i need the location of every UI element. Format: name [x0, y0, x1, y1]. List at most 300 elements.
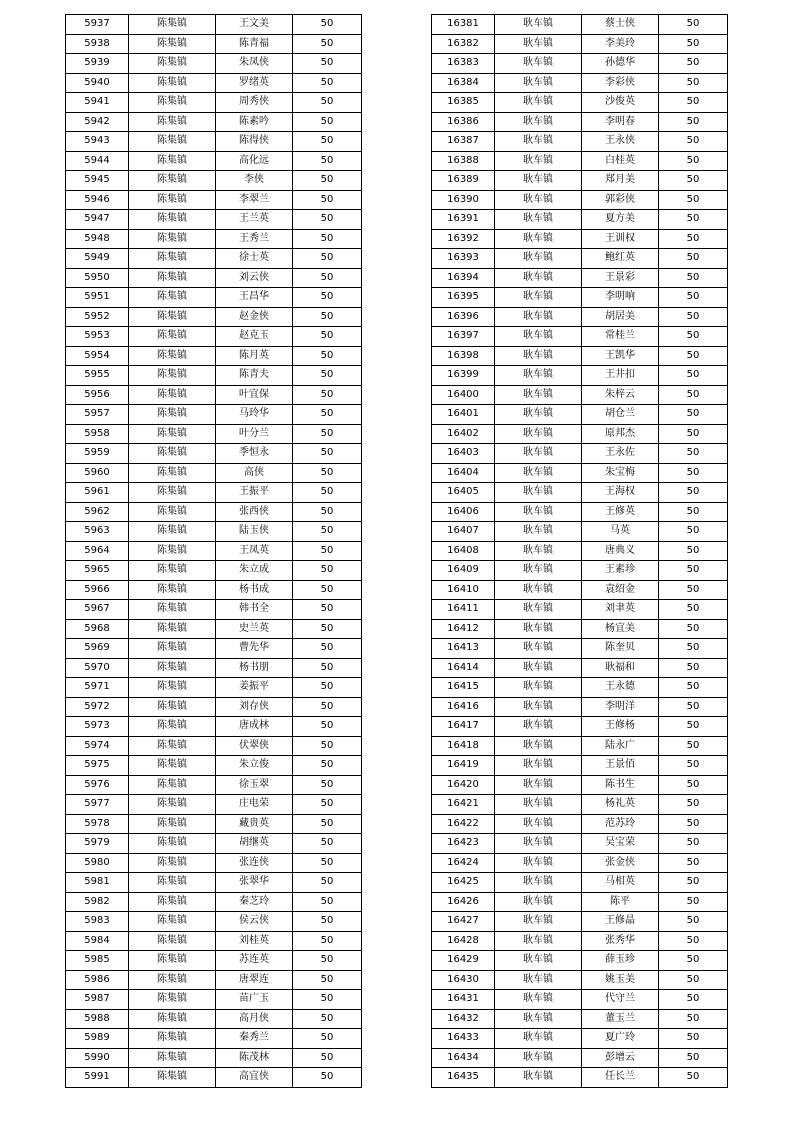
name-cell: 唐成林 [216, 717, 293, 737]
name-cell: 陈青夫 [216, 366, 293, 386]
town-cell: 耿车镇 [495, 327, 582, 347]
row-id-cell: 5985 [66, 951, 129, 971]
town-cell: 耿车镇 [495, 756, 582, 776]
amount-cell: 50 [659, 697, 728, 717]
table-row [432, 190, 728, 210]
table-row [432, 814, 728, 834]
town-cell: 陈集镇 [129, 580, 216, 600]
name-cell: 陈月英 [216, 346, 293, 366]
amount-cell: 50 [293, 561, 362, 581]
table-row [432, 561, 728, 581]
table-row [66, 190, 362, 210]
table-row [432, 931, 728, 951]
name-cell: 范苏玲 [582, 814, 659, 834]
name-cell: 常桂兰 [582, 327, 659, 347]
table-row [66, 112, 362, 132]
town-cell: 耿车镇 [495, 288, 582, 308]
amount-cell: 50 [659, 229, 728, 249]
row-id-cell: 16433 [432, 1029, 495, 1049]
amount-cell: 50 [293, 756, 362, 776]
table-row [66, 853, 362, 873]
table-row [432, 639, 728, 659]
row-id-cell: 16384 [432, 73, 495, 93]
town-cell: 耿车镇 [495, 34, 582, 54]
amount-cell: 50 [293, 600, 362, 620]
row-id-cell: 16404 [432, 463, 495, 483]
town-cell: 陈集镇 [129, 366, 216, 386]
table-row [66, 678, 362, 698]
row-id-cell: 5944 [66, 151, 129, 171]
name-cell: 李翠兰 [216, 190, 293, 210]
town-cell: 陈集镇 [129, 54, 216, 74]
town-cell: 陈集镇 [129, 424, 216, 444]
table-row [432, 853, 728, 873]
table-row [66, 15, 362, 35]
row-id-cell: 16431 [432, 990, 495, 1010]
amount-cell: 50 [293, 853, 362, 873]
table-row [432, 600, 728, 620]
amount-cell: 50 [659, 1009, 728, 1029]
town-cell: 陈集镇 [129, 639, 216, 659]
table-row [432, 151, 728, 171]
table-row [66, 463, 362, 483]
town-cell: 耿车镇 [495, 249, 582, 269]
town-cell: 耿车镇 [495, 210, 582, 230]
row-id-cell: 16402 [432, 424, 495, 444]
amount-cell: 50 [659, 892, 728, 912]
town-cell: 陈集镇 [129, 561, 216, 581]
name-cell: 苏连英 [216, 951, 293, 971]
table-row [432, 756, 728, 776]
town-cell: 耿车镇 [495, 717, 582, 737]
name-cell: 白桂英 [582, 151, 659, 171]
town-cell: 陈集镇 [129, 15, 216, 35]
name-cell: 鲍红英 [582, 249, 659, 269]
name-cell: 薛玉珍 [582, 951, 659, 971]
amount-cell: 50 [293, 15, 362, 35]
town-cell: 耿车镇 [495, 54, 582, 74]
row-id-cell: 16428 [432, 931, 495, 951]
table-row [432, 658, 728, 678]
town-cell: 耿车镇 [495, 1009, 582, 1029]
row-id-cell: 5953 [66, 327, 129, 347]
name-cell: 刘云侠 [216, 268, 293, 288]
amount-cell: 50 [293, 288, 362, 308]
right-table [431, 14, 728, 1088]
row-id-cell: 16429 [432, 951, 495, 971]
table-row [432, 970, 728, 990]
amount-cell: 50 [659, 834, 728, 854]
town-cell: 耿车镇 [495, 307, 582, 327]
amount-cell: 50 [659, 444, 728, 464]
table-row [66, 151, 362, 171]
name-cell: 夏广玲 [582, 1029, 659, 1049]
amount-cell: 50 [659, 639, 728, 659]
name-cell: 张秀华 [582, 931, 659, 951]
row-id-cell: 5960 [66, 463, 129, 483]
table-row [66, 912, 362, 932]
amount-cell: 50 [659, 307, 728, 327]
table-row [66, 327, 362, 347]
amount-cell: 50 [293, 307, 362, 327]
amount-cell: 50 [659, 678, 728, 698]
table-row [432, 249, 728, 269]
table-row [66, 1068, 362, 1088]
amount-cell: 50 [293, 385, 362, 405]
row-id-cell: 16387 [432, 132, 495, 152]
table-row [432, 522, 728, 542]
town-cell: 陈集镇 [129, 151, 216, 171]
table-row [66, 405, 362, 425]
table-row [66, 268, 362, 288]
row-id-cell: 16413 [432, 639, 495, 659]
table-row [432, 93, 728, 113]
town-cell: 耿车镇 [495, 541, 582, 561]
name-cell: 史兰英 [216, 619, 293, 639]
row-id-cell: 16417 [432, 717, 495, 737]
amount-cell: 50 [659, 151, 728, 171]
amount-cell: 50 [293, 834, 362, 854]
row-id-cell: 5950 [66, 268, 129, 288]
row-id-cell: 5967 [66, 600, 129, 620]
row-id-cell: 16416 [432, 697, 495, 717]
table-row [66, 834, 362, 854]
name-cell: 王海权 [582, 483, 659, 503]
amount-cell: 50 [659, 1048, 728, 1068]
amount-cell: 50 [293, 268, 362, 288]
amount-cell: 50 [293, 171, 362, 191]
name-cell: 朱凤侠 [216, 54, 293, 74]
amount-cell: 50 [293, 424, 362, 444]
name-cell: 胡仓兰 [582, 405, 659, 425]
name-cell: 王修英 [582, 502, 659, 522]
row-id-cell: 16383 [432, 54, 495, 74]
amount-cell: 50 [293, 463, 362, 483]
table-row [432, 229, 728, 249]
row-id-cell: 5974 [66, 736, 129, 756]
row-id-cell: 16430 [432, 970, 495, 990]
name-cell: 王秀兰 [216, 229, 293, 249]
row-id-cell: 5941 [66, 93, 129, 113]
amount-cell: 50 [659, 522, 728, 542]
town-cell: 耿车镇 [495, 405, 582, 425]
amount-cell: 50 [293, 522, 362, 542]
row-id-cell: 5963 [66, 522, 129, 542]
amount-cell: 50 [659, 327, 728, 347]
table-row [432, 307, 728, 327]
amount-cell: 50 [293, 619, 362, 639]
town-cell: 耿车镇 [495, 1068, 582, 1088]
town-cell: 陈集镇 [129, 73, 216, 93]
table-row [66, 1009, 362, 1029]
name-cell: 马玲华 [216, 405, 293, 425]
left-table [65, 14, 362, 1088]
amount-cell: 50 [293, 795, 362, 815]
row-id-cell: 5951 [66, 288, 129, 308]
amount-cell: 50 [293, 892, 362, 912]
amount-cell: 50 [659, 814, 728, 834]
table-row [432, 717, 728, 737]
town-cell: 陈集镇 [129, 541, 216, 561]
row-id-cell: 5938 [66, 34, 129, 54]
table-row [432, 288, 728, 308]
table-row [66, 561, 362, 581]
table-row [66, 93, 362, 113]
table-row [66, 639, 362, 659]
table-row [432, 171, 728, 191]
name-cell: 王井扣 [582, 366, 659, 386]
town-cell: 耿车镇 [495, 424, 582, 444]
name-cell: 唐典义 [582, 541, 659, 561]
amount-cell: 50 [293, 132, 362, 152]
amount-cell: 50 [293, 697, 362, 717]
amount-cell: 50 [659, 210, 728, 230]
amount-cell: 50 [659, 171, 728, 191]
town-cell: 耿车镇 [495, 892, 582, 912]
row-id-cell: 5965 [66, 561, 129, 581]
table-row [432, 268, 728, 288]
town-cell: 陈集镇 [129, 307, 216, 327]
table-row [66, 444, 362, 464]
town-cell: 陈集镇 [129, 912, 216, 932]
town-cell: 陈集镇 [129, 229, 216, 249]
table-row [66, 288, 362, 308]
row-id-cell: 16401 [432, 405, 495, 425]
name-cell: 李明春 [582, 112, 659, 132]
table-row [432, 132, 728, 152]
row-id-cell: 5952 [66, 307, 129, 327]
name-cell: 徐士英 [216, 249, 293, 269]
table-row [66, 210, 362, 230]
table-row [432, 951, 728, 971]
amount-cell: 50 [659, 190, 728, 210]
row-id-cell: 5971 [66, 678, 129, 698]
town-cell: 陈集镇 [129, 931, 216, 951]
town-cell: 耿车镇 [495, 775, 582, 795]
town-cell: 耿车镇 [495, 366, 582, 386]
name-cell: 伏翠侠 [216, 736, 293, 756]
town-cell: 陈集镇 [129, 1068, 216, 1088]
table-row [66, 931, 362, 951]
amount-cell: 50 [293, 502, 362, 522]
row-id-cell: 16408 [432, 541, 495, 561]
table-row [66, 1029, 362, 1049]
table-row [66, 1048, 362, 1068]
row-id-cell: 5984 [66, 931, 129, 951]
name-cell: 朱立成 [216, 561, 293, 581]
row-id-cell: 16426 [432, 892, 495, 912]
table-row [432, 502, 728, 522]
row-id-cell: 16399 [432, 366, 495, 386]
table-row [66, 171, 362, 191]
amount-cell: 50 [659, 366, 728, 386]
town-cell: 耿车镇 [495, 873, 582, 893]
town-cell: 耿车镇 [495, 814, 582, 834]
table-row [432, 541, 728, 561]
town-cell: 陈集镇 [129, 327, 216, 347]
name-cell: 袁绍金 [582, 580, 659, 600]
name-cell: 王景彩 [582, 268, 659, 288]
town-cell: 陈集镇 [129, 385, 216, 405]
amount-cell: 50 [659, 73, 728, 93]
name-cell: 马英 [582, 522, 659, 542]
amount-cell: 50 [659, 717, 728, 737]
amount-cell: 50 [659, 54, 728, 74]
table-row [432, 1068, 728, 1088]
row-id-cell: 16412 [432, 619, 495, 639]
row-id-cell: 5962 [66, 502, 129, 522]
town-cell: 陈集镇 [129, 814, 216, 834]
row-id-cell: 5972 [66, 697, 129, 717]
town-cell: 耿车镇 [495, 580, 582, 600]
table-row [432, 385, 728, 405]
amount-cell: 50 [659, 619, 728, 639]
table-row [66, 814, 362, 834]
row-id-cell: 5973 [66, 717, 129, 737]
table-row [66, 424, 362, 444]
name-cell: 叶宜保 [216, 385, 293, 405]
row-id-cell: 5966 [66, 580, 129, 600]
table-row [66, 249, 362, 269]
table-row [66, 892, 362, 912]
row-id-cell: 5943 [66, 132, 129, 152]
amount-cell: 50 [293, 405, 362, 425]
amount-cell: 50 [659, 775, 728, 795]
name-cell: 朱宝梅 [582, 463, 659, 483]
town-cell: 陈集镇 [129, 112, 216, 132]
amount-cell: 50 [659, 912, 728, 932]
row-id-cell: 16423 [432, 834, 495, 854]
name-cell: 赵金侠 [216, 307, 293, 327]
name-cell: 张翠华 [216, 873, 293, 893]
name-cell: 王素珍 [582, 561, 659, 581]
amount-cell: 50 [293, 1048, 362, 1068]
town-cell: 陈集镇 [129, 171, 216, 191]
town-cell: 耿车镇 [495, 151, 582, 171]
name-cell: 杨书朋 [216, 658, 293, 678]
table-row [432, 1029, 728, 1049]
table-row [66, 717, 362, 737]
amount-cell: 50 [659, 561, 728, 581]
name-cell: 孙德华 [582, 54, 659, 74]
amount-cell: 50 [293, 327, 362, 347]
amount-cell: 50 [659, 756, 728, 776]
town-cell: 陈集镇 [129, 483, 216, 503]
row-id-cell: 5946 [66, 190, 129, 210]
amount-cell: 50 [659, 249, 728, 269]
row-id-cell: 16414 [432, 658, 495, 678]
name-cell: 耿福和 [582, 658, 659, 678]
town-cell: 陈集镇 [129, 990, 216, 1010]
amount-cell: 50 [659, 873, 728, 893]
table-row [432, 210, 728, 230]
table-row [66, 990, 362, 1010]
row-id-cell: 16392 [432, 229, 495, 249]
name-cell: 王永佐 [582, 444, 659, 464]
amount-cell: 50 [293, 1029, 362, 1049]
amount-cell: 50 [659, 658, 728, 678]
amount-cell: 50 [293, 249, 362, 269]
name-cell: 朱梓云 [582, 385, 659, 405]
amount-cell: 50 [293, 775, 362, 795]
table-row [432, 873, 728, 893]
town-cell: 耿车镇 [495, 502, 582, 522]
name-cell: 高化远 [216, 151, 293, 171]
row-id-cell: 16385 [432, 93, 495, 113]
row-id-cell: 16396 [432, 307, 495, 327]
table-row [432, 775, 728, 795]
row-id-cell: 16400 [432, 385, 495, 405]
table-row [66, 73, 362, 93]
town-cell: 陈集镇 [129, 463, 216, 483]
table-row [432, 424, 728, 444]
town-cell: 耿车镇 [495, 1048, 582, 1068]
amount-cell: 50 [659, 93, 728, 113]
name-cell: 陈奎贝 [582, 639, 659, 659]
town-cell: 陈集镇 [129, 288, 216, 308]
name-cell: 张连侠 [216, 853, 293, 873]
row-id-cell: 5964 [66, 541, 129, 561]
table-row [432, 54, 728, 74]
name-cell: 李美玲 [582, 34, 659, 54]
town-cell: 陈集镇 [129, 132, 216, 152]
amount-cell: 50 [293, 951, 362, 971]
row-id-cell: 16393 [432, 249, 495, 269]
row-id-cell: 5978 [66, 814, 129, 834]
table-row [66, 385, 362, 405]
row-id-cell: 5945 [66, 171, 129, 191]
amount-cell: 50 [659, 385, 728, 405]
table-row [432, 678, 728, 698]
table-row [66, 541, 362, 561]
row-id-cell: 16389 [432, 171, 495, 191]
name-cell: 王振平 [216, 483, 293, 503]
amount-cell: 50 [659, 600, 728, 620]
row-id-cell: 5968 [66, 619, 129, 639]
table-row [432, 15, 728, 35]
name-cell: 陆玉侠 [216, 522, 293, 542]
town-cell: 耿车镇 [495, 346, 582, 366]
name-cell: 陈平 [582, 892, 659, 912]
town-cell: 陈集镇 [129, 1029, 216, 1049]
name-cell: 王训权 [582, 229, 659, 249]
name-cell: 李明响 [582, 288, 659, 308]
town-cell: 陈集镇 [129, 834, 216, 854]
amount-cell: 50 [659, 132, 728, 152]
table-row [66, 522, 362, 542]
row-id-cell: 5986 [66, 970, 129, 990]
row-id-cell: 5947 [66, 210, 129, 230]
town-cell: 陈集镇 [129, 190, 216, 210]
name-cell: 原邦杰 [582, 424, 659, 444]
table-row [66, 346, 362, 366]
amount-cell: 50 [293, 34, 362, 54]
row-id-cell: 5975 [66, 756, 129, 776]
amount-cell: 50 [659, 1029, 728, 1049]
amount-cell: 50 [659, 405, 728, 425]
table-row [66, 307, 362, 327]
name-cell: 陆永广 [582, 736, 659, 756]
name-cell: 沙俊英 [582, 93, 659, 113]
name-cell: 王昌华 [216, 288, 293, 308]
amount-cell: 50 [659, 990, 728, 1010]
name-cell: 姜振平 [216, 678, 293, 698]
town-cell: 耿车镇 [495, 853, 582, 873]
row-id-cell: 5942 [66, 112, 129, 132]
name-cell: 李侠 [216, 171, 293, 191]
row-id-cell: 5991 [66, 1068, 129, 1088]
table-row [66, 580, 362, 600]
